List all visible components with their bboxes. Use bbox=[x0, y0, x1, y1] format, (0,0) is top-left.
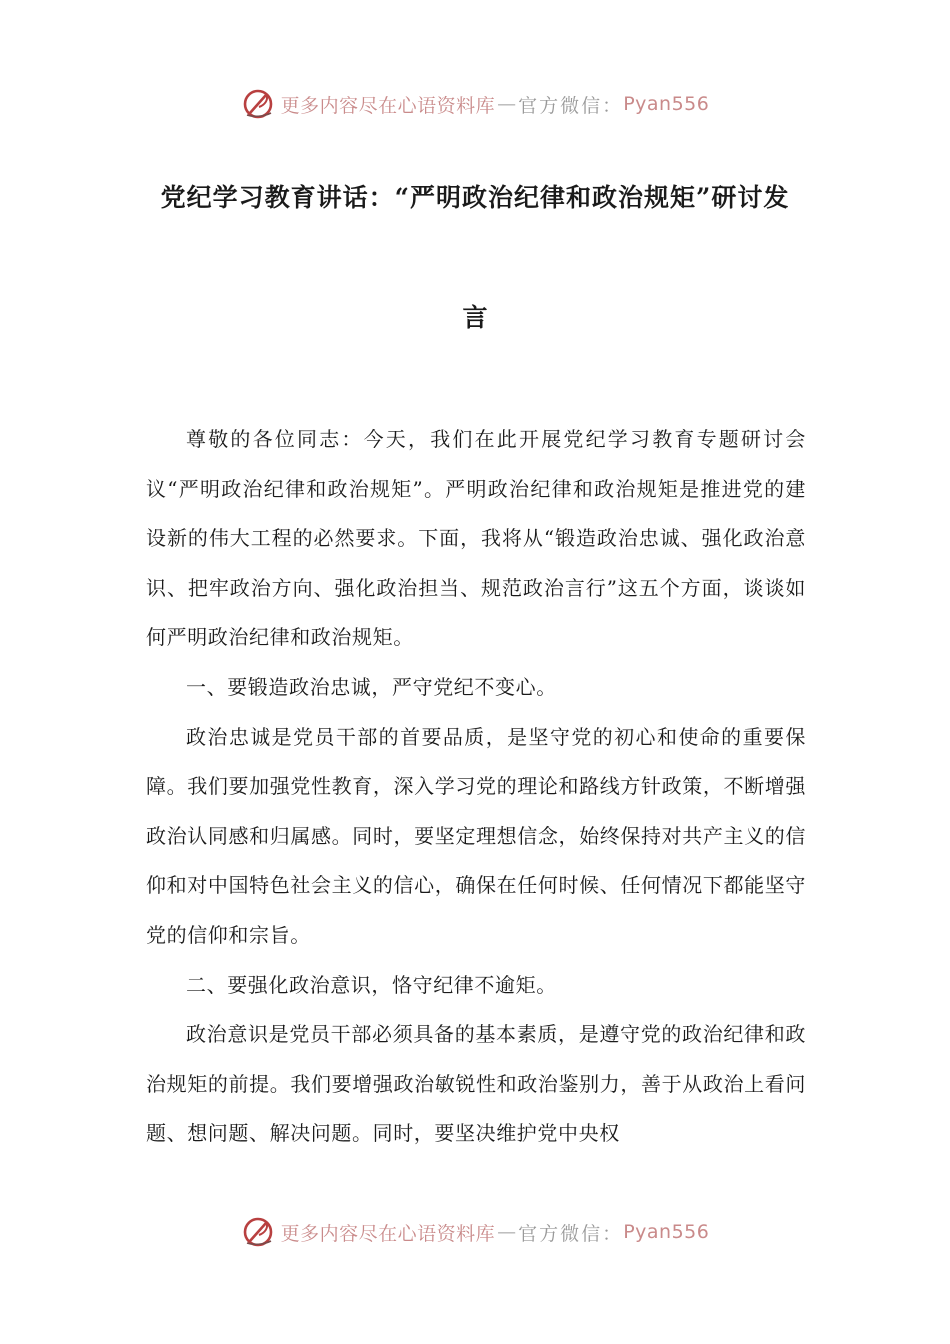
watermark-wechat-id: Pyan556 bbox=[623, 93, 710, 115]
document-title-line-2: 言 bbox=[462, 303, 488, 332]
quill-pen-logo-icon bbox=[241, 87, 275, 121]
document-title-line-1: 党纪学习教育讲话：“严明政治纪律和政治规矩”研讨发 bbox=[160, 183, 790, 212]
section-heading-2: 二、要强化政治意识，恪守纪律不逾矩。 bbox=[186, 972, 557, 997]
header-watermark bbox=[0, 84, 950, 124]
watermark-brand-text: 更多内容尽在心语资料库 bbox=[280, 1222, 496, 1245]
section-heading-1: 一、要锻造政治忠诚，严守党纪不变心。 bbox=[186, 674, 557, 699]
watermark-separator: — bbox=[497, 1221, 517, 1243]
paragraph-section-1: 政治忠诚是党员干部的首要品质，是坚守党的初心和使命的重要保障。我们要加强党性教育，深入学习党的理论和路线方针政策，不断增强政治认同感和归属感。同时，要坚定理想信念，始终保持对共产主义的信仰和对中国特色社会主义的信心，确保在任何时候、任何情况下都能坚守党的信仰和宗旨。 bbox=[146, 724, 806, 947]
quill-pen-logo-icon bbox=[241, 1215, 275, 1249]
footer-watermark bbox=[0, 1212, 950, 1252]
paragraph-section-2: 政治意识是党员干部必须具备的基本素质，是遵守党的政治纪律和政治规矩的前提。我们要增强政治敏锐性和政治鉴别力，善于从政治上看问题、想问题、解决问题。同时，要坚决维护党中央权 bbox=[146, 1022, 806, 1146]
paragraph-intro: 尊敬的各位同志：今天，我们在此开展党纪学习教育专题研讨会议“严明政治纪律和政治规矩”。严明政治纪律和政治规矩是推进党的建设新的伟大工程的必然要求。下面，我将从“锻造政治忠诚、强化政治意识、把牢政治方向、强化政治担当、规范政治言行”这五个方面，谈谈如何严明政治纪律和政治规矩。 bbox=[146, 427, 806, 650]
watermark-wechat-id: Pyan556 bbox=[623, 1221, 710, 1243]
watermark-separator: — bbox=[497, 93, 517, 115]
watermark-wechat-label: 官方微信： bbox=[518, 1222, 624, 1245]
watermark-wechat-label: 官方微信： bbox=[518, 94, 624, 117]
document-body bbox=[146, 415, 806, 1159]
watermark-brand-text: 更多内容尽在心语资料库 bbox=[280, 94, 496, 117]
